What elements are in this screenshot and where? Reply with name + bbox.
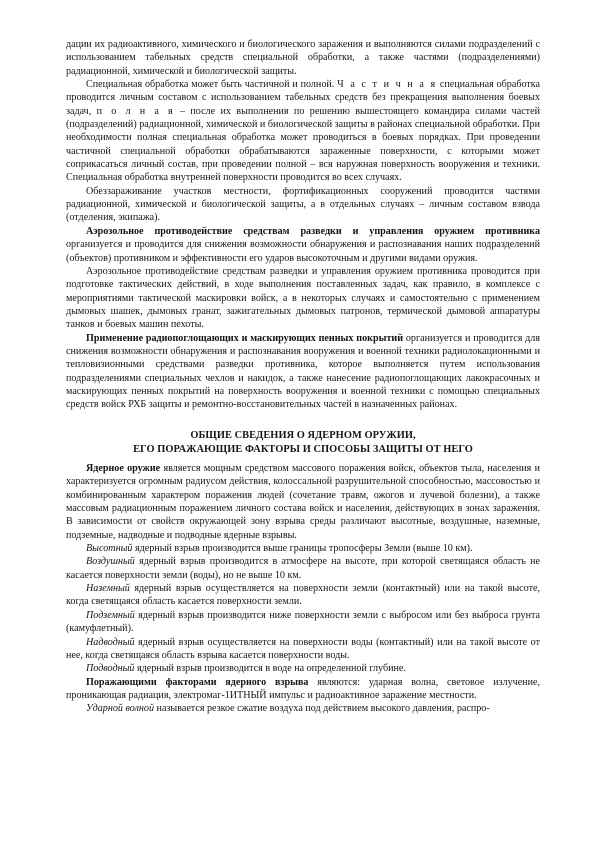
paragraph-air-burst xyxy=(66,555,540,582)
run-in-heading-damaging-factors: Поражающими факторами ядерного взрыва xyxy=(86,676,309,688)
section-heading-line-2: ЕГО ПОРАЖАЮЩИЕ ФАКТОРЫ И СПОСОБЫ ЗАЩИТЫ ОТ НЕГО xyxy=(133,443,473,455)
paragraph-text: является мощным средством массового поражения войск, объектов тыла, населения и характеризуется огромным радиусом действия, колоссальной разрушительной способностью, массовостью и комбинированным характером поражения людей (сочетание травм, ожогов и лучевой болезни), а также массовым радиационным поражением личного состава войск и населения, действующих в зонах заражения. В зависимости от свойств окружающей зону взрыва среды различают высотные, воздушные, наземные, подземные, надводные и подводные ядерные взрывы. xyxy=(66,463,540,541)
paragraph-shock-wave xyxy=(66,702,540,715)
paragraph-underground-burst xyxy=(66,609,540,636)
section-heading xyxy=(66,429,540,457)
paragraph-text: ядерный взрыв производится ниже поверхности земли с выбросом или без выброса грунта (камуфлетный). xyxy=(66,609,540,635)
paragraph-text: ядерный взрыв производится в атмосфере на высоте, при которой светящаяся область не касается поверхности земли (воды), но не выше 10 км. xyxy=(66,556,540,581)
paragraph-aerosol-details xyxy=(66,265,540,332)
paragraph-text: организуется и проводится для снижения возможности обнаружения и распознавания вооружения и военной техники радиолокационными и тепловизионными средствами разведки противника, которое выполняется путем использования подразделениями специальных чехлов и накидок, а также нанесение радиопоглощающих лакокрасочных и маскирующих пенных покрытий на поверхность вооружения и военной техники с помощью специальных средств войск РХБ защиты и ремонтно-восстановительных частей в назначенных районах. xyxy=(66,332,540,411)
paragraph-damaging-factors xyxy=(66,676,540,703)
paragraph-text: дации их радиоактивного, химического и биологического заражения и выполняются силами подразделений с использованием табельных средств специальной обработки, а также частями (подразделениями) радиационной, химической и биологической защиты. xyxy=(66,39,540,77)
paragraph-underwater-burst xyxy=(66,662,540,675)
paragraph-aerosol-countermeasures xyxy=(66,225,540,265)
document-body xyxy=(66,38,540,716)
paragraph-text: Обеззараживание участков местности, фортификационных сооружений проводится частями радиационной, химической и биологической защиты, а в отдельных случаях – личным составом взвода (отделения, экипажа). xyxy=(66,185,540,224)
paragraph-lead-text: Специальная обработка может быть частичной и полной. xyxy=(86,79,338,91)
italic-term-high-altitude: Высотный xyxy=(86,543,133,555)
spaced-term-partial: Ч а с т и ч н а я xyxy=(337,79,438,91)
paragraph-text: называется резкое сжатие воздуха под действием высокого давления, распро- xyxy=(154,703,490,715)
run-in-heading-foam-coatings: Применение радиопоглощающих и маскирующих пенных покрытий xyxy=(86,332,404,344)
spaced-term-full: п о л н а я xyxy=(96,105,175,117)
paragraph-mid-text: специальная обработка проводится личным составом с использованием табельных средств без прекращения выполнения боевых задач, xyxy=(66,79,541,117)
italic-term-underground-burst: Подземный xyxy=(86,609,135,621)
paragraph-text: являются: ударная волна, световое излучение, проникающая радиация, электромаг-1ИТНЫЙ импульс и радиоактивное заражение местности. xyxy=(66,676,540,701)
paragraph-text: ядерный взрыв производится выше границы тропосферы Земли (выше 10 км). xyxy=(132,543,473,555)
run-in-heading-nuclear-weapon: Ядерное оружие xyxy=(86,463,161,475)
run-in-heading-aerosol: Аэрозольное противодействие средствам разведки и управления оружием противника xyxy=(86,225,540,237)
paragraph-continuation xyxy=(66,38,540,78)
italic-term-surface-burst: Наземный xyxy=(86,583,130,595)
italic-term-shock-wave: Ударной волной xyxy=(86,703,155,715)
paragraph-surface-burst xyxy=(66,582,540,609)
italic-term-underwater-burst: Подводный xyxy=(86,663,135,675)
paragraph-text: Аэрозольное противодействие средствам разведки и управления оружием противника проводится при подготовке тактических действий, в ходе выполнения поставленных задач, как правило, в комплексе с мероприятиями тактической маскировки войск, а в некоторых случаях и самостоятельно с применением дымовых шашек, дымовых гранат, зажигательных дымовых патронов, термической дымовой аппаратуры танков и боевых машин пехоты. xyxy=(66,265,540,331)
paragraph-foam-coatings xyxy=(66,332,540,412)
paragraph-special-processing xyxy=(66,78,540,185)
paragraph-text: ядерный взрыв осуществляется на поверхности воды (контактный) или на такой высоте от нее, когда светящаяся область взрыва касается поверхности воды. xyxy=(66,636,540,661)
italic-term-above-water-burst: Надводный xyxy=(86,636,135,648)
italic-term-air-burst: Воздушный xyxy=(86,556,135,568)
paragraph-decontamination xyxy=(66,185,540,225)
paragraph-high-altitude-burst xyxy=(66,542,540,555)
paragraph-nuclear-weapon xyxy=(66,462,540,542)
paragraph-text: ядерный взрыв осуществляется на поверхности земли (контактный) или на такой высоте, когда светящаяся область касается поверхности земли. xyxy=(66,583,540,608)
paragraph-text: ядерный взрыв производится в воде на определенной глубине. xyxy=(134,663,406,675)
paragraph-tail-text: – после их выполнения по решению вышестоящего командира силами частей (подразделений) радиационной, химической и биологической защиты в районах специальной обработки. При необходимости полная специальная обработка может проводиться в боевых порядках. При проведении частичной специальной обработки обрабатываются зараженные поверхности, с которыми может соприкасаться личный состав, при проведении полной – вся наружная поверхность вооружения и техники. Специальная обработка внутренней поверхности проводится во всех случаях. xyxy=(66,105,540,184)
paragraph-above-water-burst xyxy=(66,636,540,663)
section-heading-line-1: ОБЩИЕ СВЕДЕНИЯ О ЯДЕРНОМ ОРУЖИИ, xyxy=(190,429,416,441)
paragraph-text: организуется и проводится для снижения возможности обнаружения и распознавания наших подразделений (объектов) противником и эффективности его ударов высокоточным и другими видами оружия. xyxy=(66,239,540,264)
